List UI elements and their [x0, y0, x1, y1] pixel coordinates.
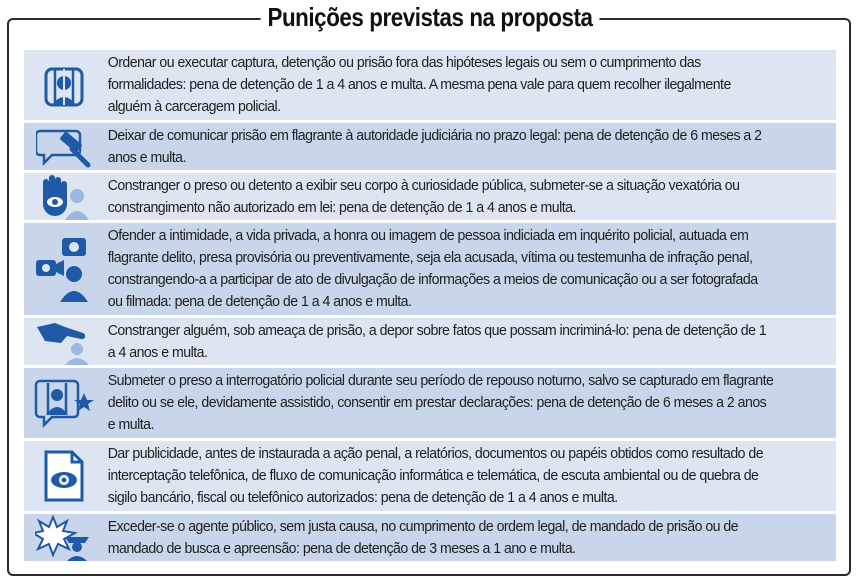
page-title: Punições previstas na proposta	[261, 2, 600, 33]
police-officer-burst-icon	[24, 515, 104, 561]
item-text: Ofender a intimidade, a vida privada, a honra ou imagem de pessoa indiciada em inquérito policial, autuada em flagrante delito, presa provisória ou preventivamente, seja ela acusada, vítima ou testemunha de infração penal, constrangendo-a a participar de ato de divulgação de informações a meios de comunicação ou a ser fotografada ou filmada: pena de detenção de 1 a 4 anos e multa.	[107, 227, 758, 310]
hand-eye-person-icon	[24, 174, 104, 220]
item-text: Constranger alguém, sob ameaça de prisão, a depor sobre fatos que possam incriminá-lo: pena de detenção de 1 a 4 anos e multa.	[107, 321, 767, 361]
prison-bars-icon	[24, 61, 104, 109]
list-item	[24, 50, 836, 123]
penalty-list	[24, 50, 836, 564]
list-item	[24, 368, 836, 441]
pointing-hand-person-icon	[24, 319, 104, 365]
list-item	[24, 173, 836, 223]
document-eye-icon	[24, 450, 104, 502]
item-text: Exceder-se o agente público, sem justa causa, no cumprimento de ordem legal, de mandado de prisão ou de mandado de busca e apreensão: pena de detenção de 3 meses a 1 ano e multa.	[107, 517, 739, 557]
item-text: Submeter o preso a interrogatório policial durante seu período de repouso noturno, salvo se capturado em flagrante delito ou se ele, devidamente assistido, consentir em prestar declarações: pena de detenção de 6 meses a 2 anos e multa.	[107, 372, 774, 433]
gavel-speech-icon	[24, 125, 104, 169]
list-item	[24, 514, 836, 564]
prisoner-star-icon	[24, 377, 104, 429]
list-item	[24, 223, 836, 318]
page-title-wrap	[0, 2, 860, 33]
item-text: Constranger o preso ou detento a exibir seu corpo à curiosidade pública, submeter-se a situação vexatória ou constrangimento não autorizado em lei: pena de detenção de 1 a 4 anos e multa.	[107, 176, 740, 216]
camera-person-icon	[24, 234, 104, 304]
item-text: Ordenar ou executar captura, detenção ou prisão fora das hipóteses legais ou sem o cumprimento das formalidades: pena de detenção de 1 a 4 anos e multa. A mesma pena vale para quem recolher ilegalmente alguém à carceragem policial.	[107, 54, 731, 115]
list-item	[24, 441, 836, 514]
item-text: Dar publicidade, antes de instaurada a ação penal, a relatórios, documentos ou papéis obtidos como resultado de interceptação telefônica, de fluxo de comunicação informática e telemática, de escuta ambiental ou de quebra de sigilo bancário, fiscal ou telefônico autorizados: pena de detenção de 1 a 4 anos e multa.	[107, 445, 764, 506]
list-item	[24, 123, 836, 173]
list-item	[24, 318, 836, 368]
item-text: Deixar de comunicar prisão em flagrante à autoridade judiciária no prazo legal: pena de detenção de 6 meses a 2 anos e multa.	[107, 126, 762, 166]
